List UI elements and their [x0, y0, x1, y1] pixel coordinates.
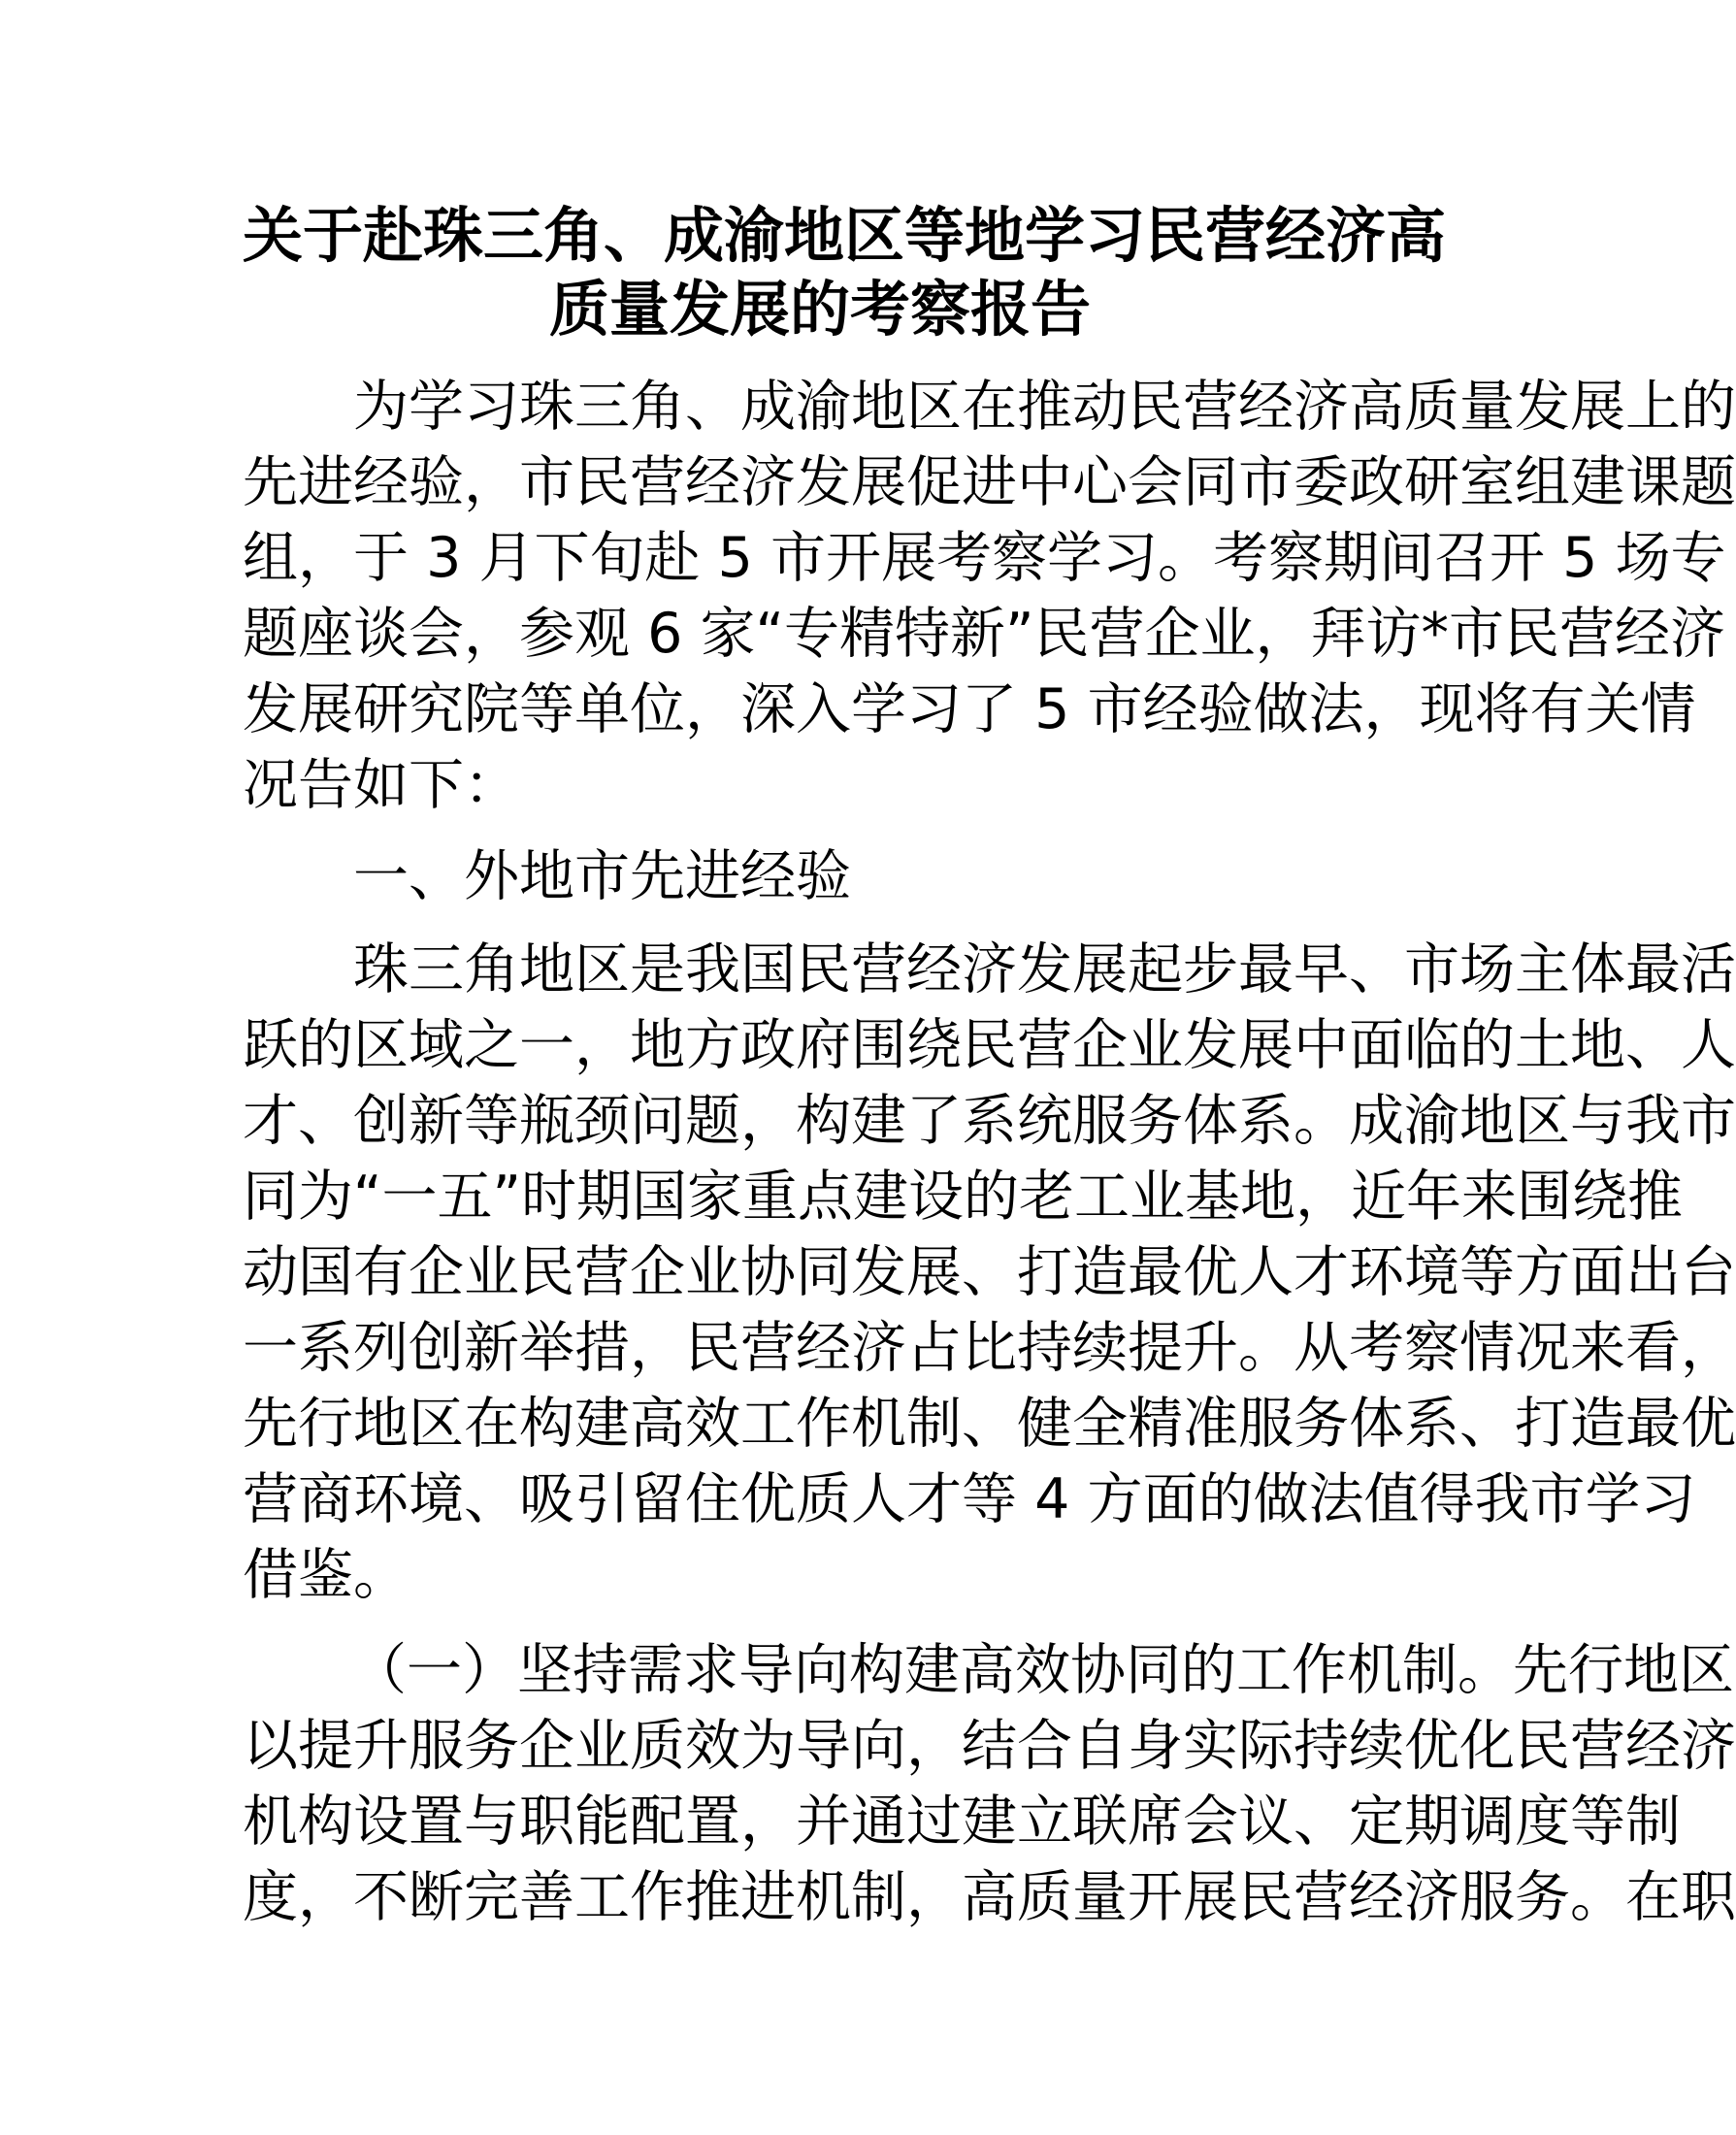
section-paragraph: [243, 932, 1736, 1613]
paragraph-line: 动国有企业民营企业协同发展、打造最优人才环境等方面出台: [243, 1240, 1736, 1304]
paragraph-line: 组，于 3 月下旬赴 5 市开展考察学习。考察期间召开 5 场专: [243, 526, 1726, 590]
paragraph-line: 营商环境、吸引留住优质人才等 4 方面的做法值得我市学习: [243, 1467, 1696, 1531]
paragraph-line: 机构设置与职能配置，并通过建立联席会议、定期调度等制: [243, 1790, 1681, 1854]
paragraph-line: 先进经验，市民营经济发展促进中心会同市委政研室组建课题: [243, 450, 1736, 514]
paragraph-line: 一系列创新举措，民营经济占比持续提升。从考察情况来看，: [243, 1316, 1736, 1380]
paragraph-line: 先行地区在构建高效工作机制、健全精准服务体系、打造最优: [243, 1392, 1736, 1456]
paragraph-line: 为学习珠三角、成渝地区在推动民营经济高质量发展上的: [353, 375, 1736, 439]
paragraph-line: 题座谈会，参观 6 家“专精特新”民营企业，拜访*市民营经济: [243, 602, 1726, 666]
paragraph-line: 发展研究院等单位，深入学习了 5 市经验做法，现将有关情: [243, 677, 1696, 741]
title-line: 关于赴珠三角、成渝地区等地学习民营经济高: [243, 200, 1447, 271]
paragraph-line: 借鉴。: [243, 1543, 409, 1607]
paragraph-line: 况告如下：: [243, 753, 519, 817]
title-line: 质量发展的考察报告: [548, 274, 1091, 345]
paragraph-line: 以提升服务企业质效为导向，结合自身实际持续优化民营经济: [243, 1714, 1736, 1778]
intro-paragraph: [243, 369, 1736, 823]
paragraph-line: 度，不断完善工作推进机制，高质量开展民营经济服务。在职: [243, 1865, 1736, 1929]
section-heading: [243, 838, 1392, 914]
heading-text: 一、外地市先进经验: [353, 844, 851, 908]
paragraph-line: 跃的区域之一，地方政府围绕民营企业发展中面临的土地、人: [243, 1013, 1736, 1077]
paragraph-line: （一）坚持需求导向构建高效协同的工作机制。先行地区: [351, 1638, 1734, 1702]
paragraph-line: 同为“一五”时期国家重点建设的老工业基地，近年来围绕推: [243, 1165, 1684, 1229]
document-title: [243, 199, 1447, 346]
subsection-paragraph: [243, 1632, 1736, 1935]
paragraph-line: 珠三角地区是我国民营经济发展起步最早、市场主体最活: [353, 937, 1736, 1002]
paragraph-line: 才、创新等瓶颈问题，构建了系统服务体系。成渝地区与我市: [243, 1089, 1736, 1153]
